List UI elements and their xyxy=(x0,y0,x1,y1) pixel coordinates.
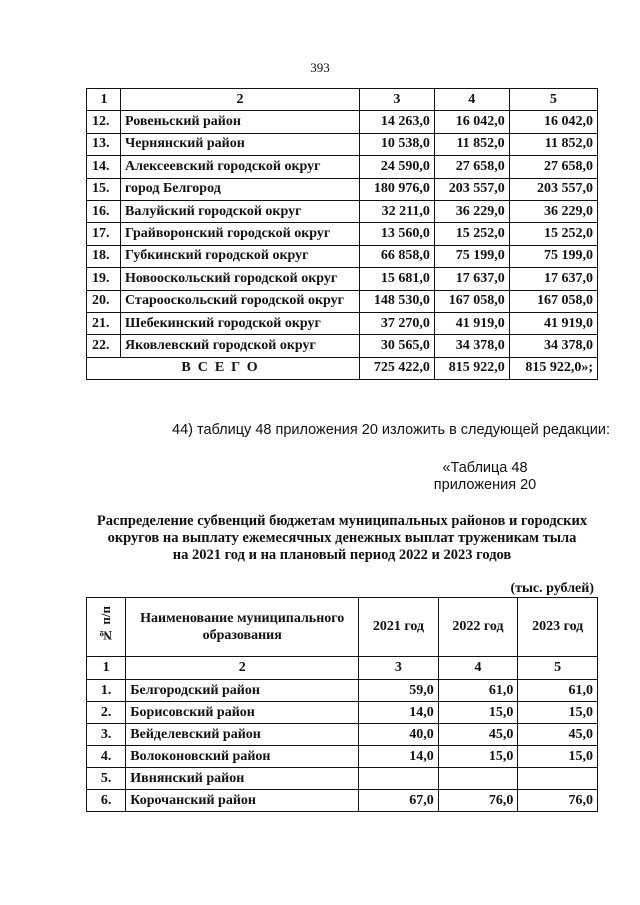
table-header-row xyxy=(87,89,598,111)
row-number: 1. xyxy=(87,680,126,702)
row-number: 3. xyxy=(87,724,126,746)
title-line: на 2021 год и на плановый период 2022 и 2023 годов xyxy=(172,547,512,563)
header-year-2022: 2022 год xyxy=(438,598,518,657)
value-2021: 14,0 xyxy=(359,746,439,768)
index-cell: 2 xyxy=(126,657,359,680)
value-2023: 27 658,0 xyxy=(509,156,597,178)
value-2023: 11 852,0 xyxy=(509,133,597,155)
value-2022 xyxy=(438,768,518,790)
municipality-name: Грайворонский городской округ xyxy=(121,223,360,245)
value-2023: 41 919,0 xyxy=(509,312,597,334)
value-2022: 75 199,0 xyxy=(434,245,509,267)
value-2021: 24 590,0 xyxy=(360,156,435,178)
table-row xyxy=(87,702,598,724)
municipality-name: Чернянский район xyxy=(121,133,360,155)
table-row xyxy=(87,335,598,357)
municipality-name: Борисовский район xyxy=(126,702,359,724)
municipality-name: Ивнянский район xyxy=(126,768,359,790)
row-number: 4. xyxy=(87,746,126,768)
table-reference xyxy=(430,460,540,494)
value-2022: 15,0 xyxy=(438,746,518,768)
table-row xyxy=(87,768,598,790)
value-2022: 61,0 xyxy=(438,680,518,702)
table-reference-line: приложения 20 xyxy=(433,477,537,493)
index-cell: 1 xyxy=(87,657,126,680)
municipality-name: город Белгород xyxy=(121,178,360,200)
value-2023: 203 557,0 xyxy=(509,178,597,200)
municipality-name: Валуйский городской округ xyxy=(121,200,360,222)
value-2022: 167 058,0 xyxy=(434,290,509,312)
value-2023: 15,0 xyxy=(518,702,598,724)
row-number: 21. xyxy=(87,312,121,334)
units-label: (тыс. рублей) xyxy=(510,581,594,596)
municipality-name: Яковлевский городской округ xyxy=(121,335,360,357)
value-2021: 32 211,0 xyxy=(360,200,435,222)
row-number: 2. xyxy=(87,702,126,724)
row-number: 20. xyxy=(87,290,121,312)
table-row xyxy=(87,312,598,334)
header-cell: 4 xyxy=(434,89,509,111)
table-row xyxy=(87,133,598,155)
value-2023: 45,0 xyxy=(518,724,598,746)
value-2021: 67,0 xyxy=(359,790,439,812)
value-2023: 34 378,0 xyxy=(509,335,597,357)
value-2021: 148 530,0 xyxy=(360,290,435,312)
municipality-name: Вейделевский район xyxy=(126,724,359,746)
value-2022: 41 919,0 xyxy=(434,312,509,334)
value-2021: 14 263,0 xyxy=(360,111,435,133)
value-2021: 37 270,0 xyxy=(360,312,435,334)
header-no: № п/п xyxy=(98,606,114,643)
value-2021: 30 565,0 xyxy=(360,335,435,357)
value-2023: 17 637,0 xyxy=(509,268,597,290)
table-row xyxy=(87,680,598,702)
row-number: 12. xyxy=(87,111,121,133)
municipality-name: Шебекинский городской округ xyxy=(121,312,360,334)
page-number: 393 xyxy=(310,60,330,75)
header-cell: 2 xyxy=(121,89,360,111)
total-row xyxy=(87,357,598,379)
value-2022: 76,0 xyxy=(438,790,518,812)
header-year-2023: 2023 год xyxy=(518,598,598,657)
municipality-name: Белгородский район xyxy=(126,680,359,702)
value-2021: 15 681,0 xyxy=(360,268,435,290)
value-2021: 40,0 xyxy=(359,724,439,746)
title-line: Распределение субвенций бюджетам муниципальных районов и городских xyxy=(96,513,588,529)
municipality-name: Старооскольский городской округ xyxy=(121,290,360,312)
total-value-2022: 815 922,0 xyxy=(434,357,509,379)
value-2021: 13 560,0 xyxy=(360,223,435,245)
table-row xyxy=(87,790,598,812)
value-2021: 10 538,0 xyxy=(360,133,435,155)
municipality-name: Волоконовский район xyxy=(126,746,359,768)
title-line: округов на выплату ежемесячных денежных выплат труженикам тыла xyxy=(107,530,577,546)
value-2021: 59,0 xyxy=(359,680,439,702)
subvention-table xyxy=(86,597,598,812)
row-number: 22. xyxy=(87,335,121,357)
column-index-row xyxy=(87,657,598,680)
value-2023: 15,0 xyxy=(518,746,598,768)
header-year-2021: 2021 год xyxy=(359,598,439,657)
value-2023: 76,0 xyxy=(518,790,598,812)
table-row xyxy=(87,724,598,746)
table-row xyxy=(87,245,598,267)
value-2022: 17 637,0 xyxy=(434,268,509,290)
municipality-name: Губкинский городской округ xyxy=(121,245,360,267)
table-row xyxy=(87,290,598,312)
value-2022: 203 557,0 xyxy=(434,178,509,200)
header-name-cell xyxy=(126,598,359,657)
row-number: 14. xyxy=(87,156,121,178)
municipality-name: Корочанский район xyxy=(126,790,359,812)
row-number: 13. xyxy=(87,133,121,155)
row-number: 6. xyxy=(87,790,126,812)
row-number: 16. xyxy=(87,200,121,222)
table-continued xyxy=(86,88,598,380)
amendment-paragraph: 44) таблицу 48 приложения 20 изложить в следующей редакции: xyxy=(172,422,611,438)
value-2023: 15 252,0 xyxy=(509,223,597,245)
index-cell: 5 xyxy=(518,657,598,680)
index-cell: 4 xyxy=(438,657,518,680)
value-2021 xyxy=(359,768,439,790)
value-2022: 16 042,0 xyxy=(434,111,509,133)
header-name: Наименование муниципального образования xyxy=(140,611,345,643)
index-cell: 3 xyxy=(359,657,439,680)
row-number: 17. xyxy=(87,223,121,245)
row-number: 15. xyxy=(87,178,121,200)
value-2022: 45,0 xyxy=(438,724,518,746)
table-title xyxy=(86,513,598,564)
value-2022: 27 658,0 xyxy=(434,156,509,178)
table-row xyxy=(87,111,598,133)
municipality-name: Новооскольский городской округ xyxy=(121,268,360,290)
value-2023 xyxy=(518,768,598,790)
header-cell: 5 xyxy=(509,89,597,111)
table-row xyxy=(87,223,598,245)
value-2023: 167 058,0 xyxy=(509,290,597,312)
table-reference-line: «Таблица 48 xyxy=(442,460,528,476)
value-2022: 11 852,0 xyxy=(434,133,509,155)
table-header-row xyxy=(87,598,598,657)
value-2021: 66 858,0 xyxy=(360,245,435,267)
total-label: ВСЕГО xyxy=(87,357,360,379)
value-2022: 36 229,0 xyxy=(434,200,509,222)
value-2021: 180 976,0 xyxy=(360,178,435,200)
value-2023: 36 229,0 xyxy=(509,200,597,222)
header-cell: 3 xyxy=(360,89,435,111)
table-row xyxy=(87,200,598,222)
total-value-2021: 725 422,0 xyxy=(360,357,435,379)
table-row xyxy=(87,178,598,200)
municipality-name: Ровеньский район xyxy=(121,111,360,133)
value-2021: 14,0 xyxy=(359,702,439,724)
value-2023: 61,0 xyxy=(518,680,598,702)
row-number: 5. xyxy=(87,768,126,790)
municipality-name: Алексеевский городской округ xyxy=(121,156,360,178)
header-cell: 1 xyxy=(87,89,121,111)
table-row xyxy=(87,268,598,290)
row-number: 18. xyxy=(87,245,121,267)
value-2022: 15 252,0 xyxy=(434,223,509,245)
value-2022: 34 378,0 xyxy=(434,335,509,357)
row-number: 19. xyxy=(87,268,121,290)
value-2023: 16 042,0 xyxy=(509,111,597,133)
table-row xyxy=(87,746,598,768)
table-row xyxy=(87,156,598,178)
value-2022: 15,0 xyxy=(438,702,518,724)
total-value-2023: 815 922,0»; xyxy=(509,357,597,379)
value-2023: 75 199,0 xyxy=(509,245,597,267)
header-no-cell xyxy=(87,598,126,657)
